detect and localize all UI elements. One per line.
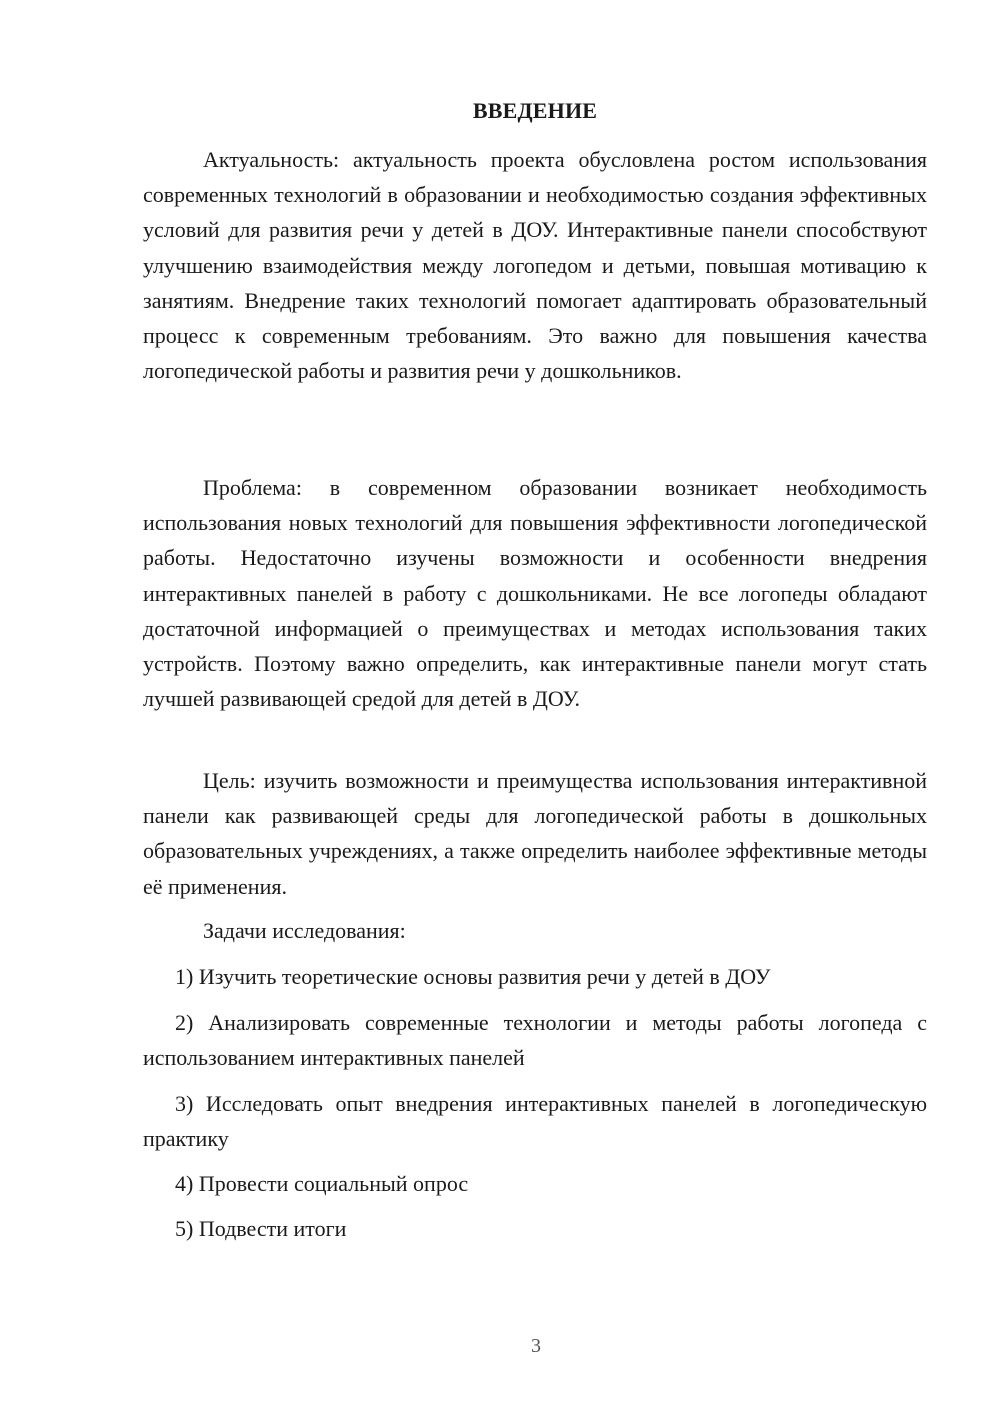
page-title: ВВЕДЕНИЕ (472, 98, 598, 123)
task-item-2: 2) Анализировать современные технологии и методы работы логопеда с использованием интерактивных панелей (143, 1010, 927, 1070)
task-item-3: 3) Исследовать опыт внедрения интерактивных панелей в логопедическую практику (143, 1091, 927, 1151)
page-number: 3 (531, 1335, 541, 1357)
task-item-1: 1) Изучить теоретические основы развития речи у детей в ДОУ (175, 964, 771, 989)
paragraph-relevance: Актуальность: актуальность проекта обусловлена ростом использования современных технологий в образовании и необходимостью создания эффективных условий для развития речи у детей в ДОУ. Интерактивные панели способствуют улучшению взаимодействия между логопедом и детьми, повышая мотивацию к занятиям. Внедрение таких технологий помогает адаптировать образовательный процесс к современным требованиям. Это важно для повышения качества логопедической работы и развития речи у дошкольников. (143, 147, 927, 384)
task-item-5: 5) Подвести итоги (175, 1216, 347, 1241)
paragraph-goal: Цель: изучить возможности и преимущества использования интерактивной панели как развивающей среды для логопедической работы в дошкольных образовательных учреждениях, а также определить наиболее эффективные методы её применения. (143, 768, 927, 899)
task-item-4: 4) Провести социальный опрос (175, 1171, 469, 1196)
tasks-heading: Задачи исследования: (203, 918, 406, 943)
paragraph-problem: Проблема: в современном образовании возникает необходимость использования новых технологий для повышения эффективности логопедической работы. Недостаточно изучены возможности и особенности внедрения интерактивных панелей в работу с дошкольниками. Не все логопеды обладают достаточной информацией о преимуществах и методах использования таких устройств. Поэтому важно определить, как интерактивные панели могут стать лучшей развивающей средой для детей в ДОУ. (143, 475, 927, 712)
